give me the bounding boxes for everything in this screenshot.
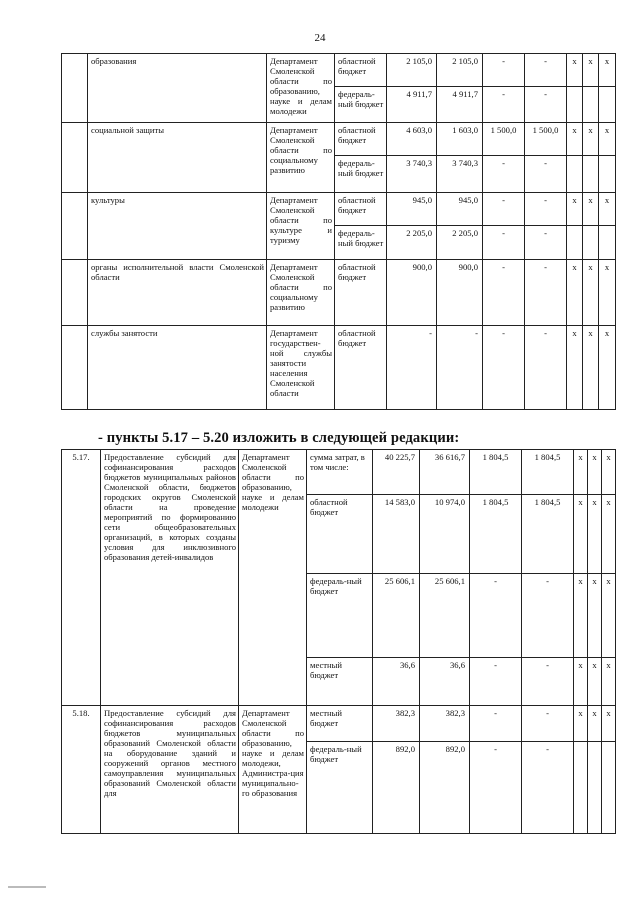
table2-indicator-3: x: [602, 450, 616, 495]
table2-funding-source: местный бюджет: [307, 706, 373, 742]
page-number: 24: [314, 32, 326, 44]
table1-amount-total: 2 205,0: [387, 226, 437, 260]
table1-amount-year-3: -: [525, 260, 567, 326]
table1-amount-year-2: -: [483, 193, 525, 226]
table1-amount-year-3: -: [525, 326, 567, 410]
table1-indicator-3: x: [599, 193, 616, 226]
table2-amount-total: 382,3: [373, 706, 420, 742]
table1-funding-source: областной бюджет: [335, 123, 387, 156]
table1-indicator-2: x: [583, 54, 599, 87]
table2-indicator-3: x: [602, 658, 616, 706]
table1-amount-total: 4 911,7: [387, 87, 437, 123]
table2-amount-year-1: 892,0: [420, 742, 470, 834]
table2-funding-source: федераль-ный бюджет: [307, 742, 373, 834]
budget-table-continued: [61, 53, 616, 410]
table2-indicator-2: x: [588, 495, 602, 574]
table2-amount-year-3: -: [522, 742, 574, 834]
table2-item-name: Предоставление субсидий для софинансирования расходов бюджетов муниципальных районов Смоленской области, бюджетов городских округов Смоленской области на проведение мероприятий по формированию сети общеобразовательных организаций, в которых созданы условия для инклюзивного образования детей-инвалидов: [101, 450, 239, 706]
table2-indicator-1: x: [574, 450, 588, 495]
table1-amount-year-1: 900,0: [437, 260, 483, 326]
table1-item-number: [62, 193, 88, 260]
table1-indicator-2: x: [583, 123, 599, 156]
table2-item-number: 5.17.: [62, 450, 101, 706]
table2-amount-year-2: 1 804,5: [470, 450, 522, 495]
table1-indicator-2: [583, 226, 599, 260]
table2-amount-year-2: -: [470, 706, 522, 742]
table1-amount-year-2: -: [483, 54, 525, 87]
table1-item-number: [62, 54, 88, 123]
table2-funding-source: сумма затрат, в том числе:: [307, 450, 373, 495]
section-heading: - пункты 5.17 – 5.20 изложить в следующей редакции:: [98, 430, 460, 446]
table1-indicator-1: [567, 156, 583, 193]
table1-amount-year-1: 4 911,7: [437, 87, 483, 123]
table2-department: Департамент Смоленской области по образованию, науке и делам молодежи, Администра-ция муниципально-го образования: [239, 706, 307, 834]
table2-indicator-3: [602, 742, 616, 834]
table2-amount-year-1: 36 616,7: [420, 450, 470, 495]
table1-amount-total: 3 740,3: [387, 156, 437, 193]
table2-indicator-2: [588, 742, 602, 834]
table2-amount-total: 892,0: [373, 742, 420, 834]
table1-indicator-1: x: [567, 193, 583, 226]
table2-amount-year-1: 25 606,1: [420, 574, 470, 658]
table1-item-name: образования: [88, 54, 267, 123]
table1-amount-year-2: -: [483, 226, 525, 260]
table2-indicator-3: x: [602, 706, 616, 742]
table1-funding-source: областной бюджет: [335, 260, 387, 326]
table1-amount-year-3: 1 500,0: [525, 123, 567, 156]
table1-department: Департамент Смоленской области по образованию, науке и делам молодежи: [267, 54, 335, 123]
table1-amount-total: -: [387, 326, 437, 410]
table1-amount-year-2: -: [483, 87, 525, 123]
table1-amount-year-3: -: [525, 156, 567, 193]
table2-department: Департамент Смоленской области по образованию, науке и делам молодежи: [239, 450, 307, 706]
table1-amount-total: 945,0: [387, 193, 437, 226]
table2-amount-year-2: -: [470, 742, 522, 834]
table1-funding-source: федераль-ный бюджет: [335, 226, 387, 260]
table1-amount-year-3: -: [525, 87, 567, 123]
table1-amount-year-3: -: [525, 193, 567, 226]
table2-amount-total: 25 606,1: [373, 574, 420, 658]
table1-indicator-1: x: [567, 260, 583, 326]
table1-department: Департамент Смоленской области по социальному развитию: [267, 260, 335, 326]
table2-amount-total: 36,6: [373, 658, 420, 706]
table2-indicator-1: x: [574, 658, 588, 706]
table1-funding-source: федераль-ный бюджет: [335, 156, 387, 193]
table2-indicator-2: x: [588, 574, 602, 658]
table2-row: [62, 706, 616, 742]
table2-amount-total: 14 583,0: [373, 495, 420, 574]
table2-indicator-3: x: [602, 495, 616, 574]
table2-amount-year-3: 1 804,5: [522, 450, 574, 495]
table2-item-number: 5.18.: [62, 706, 101, 834]
table1-indicator-2: x: [583, 260, 599, 326]
table2-amount-year-2: 1 804,5: [470, 495, 522, 574]
table1-indicator-2: x: [583, 326, 599, 410]
table1-indicator-1: x: [567, 54, 583, 87]
table1-amount-year-1: 2 105,0: [437, 54, 483, 87]
table1-amount-year-1: 2 205,0: [437, 226, 483, 260]
table2-funding-source: областной бюджет: [307, 495, 373, 574]
table1-amount-year-2: -: [483, 260, 525, 326]
table1-item-number: [62, 123, 88, 193]
table1-amount-year-2: 1 500,0: [483, 123, 525, 156]
table1-department: Департамент Смоленской области по культуре и туризму: [267, 193, 335, 260]
budget-table-items: [61, 449, 616, 834]
table1-row: [62, 326, 616, 410]
table2-amount-year-3: -: [522, 574, 574, 658]
table1-indicator-3: x: [599, 260, 616, 326]
table1-funding-source: областной бюджет: [335, 54, 387, 87]
table1-item-number: [62, 326, 88, 410]
table2-row: [62, 450, 616, 495]
table1-indicator-1: [567, 87, 583, 123]
table1-indicator-3: x: [599, 326, 616, 410]
table1-amount-year-3: -: [525, 54, 567, 87]
table2-amount-year-3: 1 804,5: [522, 495, 574, 574]
table1-row: [62, 260, 616, 326]
table2-indicator-2: x: [588, 450, 602, 495]
table1-indicator-2: [583, 156, 599, 193]
table2-amount-year-2: -: [470, 574, 522, 658]
table2-amount-year-1: 36,6: [420, 658, 470, 706]
table2-indicator-3: x: [602, 574, 616, 658]
table2-amount-total: 40 225,7: [373, 450, 420, 495]
table1-indicator-2: x: [583, 193, 599, 226]
table1-row: [62, 54, 616, 87]
table2-funding-source: местный бюджет: [307, 658, 373, 706]
table2-amount-year-3: -: [522, 706, 574, 742]
table1-indicator-2: [583, 87, 599, 123]
table1-row: [62, 123, 616, 156]
table1-amount-total: 2 105,0: [387, 54, 437, 87]
table2-amount-year-1: 10 974,0: [420, 495, 470, 574]
table1-amount-total: 4 603,0: [387, 123, 437, 156]
table2-indicator-1: x: [574, 574, 588, 658]
table2-amount-year-1: 382,3: [420, 706, 470, 742]
table1-item-name: культуры: [88, 193, 267, 260]
table2-amount-year-2: -: [470, 658, 522, 706]
table1-amount-year-2: -: [483, 156, 525, 193]
table1-indicator-3: x: [599, 54, 616, 87]
table1-indicator-1: [567, 226, 583, 260]
table2-indicator-1: [574, 742, 588, 834]
table1-row: [62, 193, 616, 226]
table1-amount-year-1: 945,0: [437, 193, 483, 226]
table1-amount-year-1: -: [437, 326, 483, 410]
table2-indicator-1: x: [574, 706, 588, 742]
table2-indicator-2: x: [588, 706, 602, 742]
table1-indicator-3: [599, 87, 616, 123]
table1-item-number: [62, 260, 88, 326]
table1-department: Департамент государствен-ной службы занятости населения Смоленской области: [267, 326, 335, 410]
table1-indicator-1: x: [567, 326, 583, 410]
table1-amount-year-1: 1 603,0: [437, 123, 483, 156]
table1-indicator-1: x: [567, 123, 583, 156]
table2-item-name: Предоставление субсидий для софинансирования расходов бюджетов муниципальных образований Смоленской области на оборудование зданий и сооружений органов местного самоуправления муниципальных образований Смоленской области для: [101, 706, 239, 834]
table1-indicator-3: x: [599, 123, 616, 156]
table1-amount-year-2: -: [483, 326, 525, 410]
table1-item-name: органы исполнительной власти Смоленской области: [88, 260, 267, 326]
table1-funding-source: областной бюджет: [335, 326, 387, 410]
table1-funding-source: областной бюджет: [335, 193, 387, 226]
table1-indicator-3: [599, 226, 616, 260]
table2-funding-source: федераль-ный бюджет: [307, 574, 373, 658]
table1-item-name: службы занятости: [88, 326, 267, 410]
table1-amount-year-3: -: [525, 226, 567, 260]
table1-item-name: социальной защиты: [88, 123, 267, 193]
table2-amount-year-3: -: [522, 658, 574, 706]
table2-indicator-1: x: [574, 495, 588, 574]
table1-amount-year-1: 3 740,3: [437, 156, 483, 193]
table1-department: Департамент Смоленской области по социальному развитию: [267, 123, 335, 193]
table1-funding-source: федераль-ный бюджет: [335, 87, 387, 123]
table1-indicator-3: [599, 156, 616, 193]
footer-mark: [8, 886, 46, 888]
table1-amount-total: 900,0: [387, 260, 437, 326]
table2-indicator-2: x: [588, 658, 602, 706]
